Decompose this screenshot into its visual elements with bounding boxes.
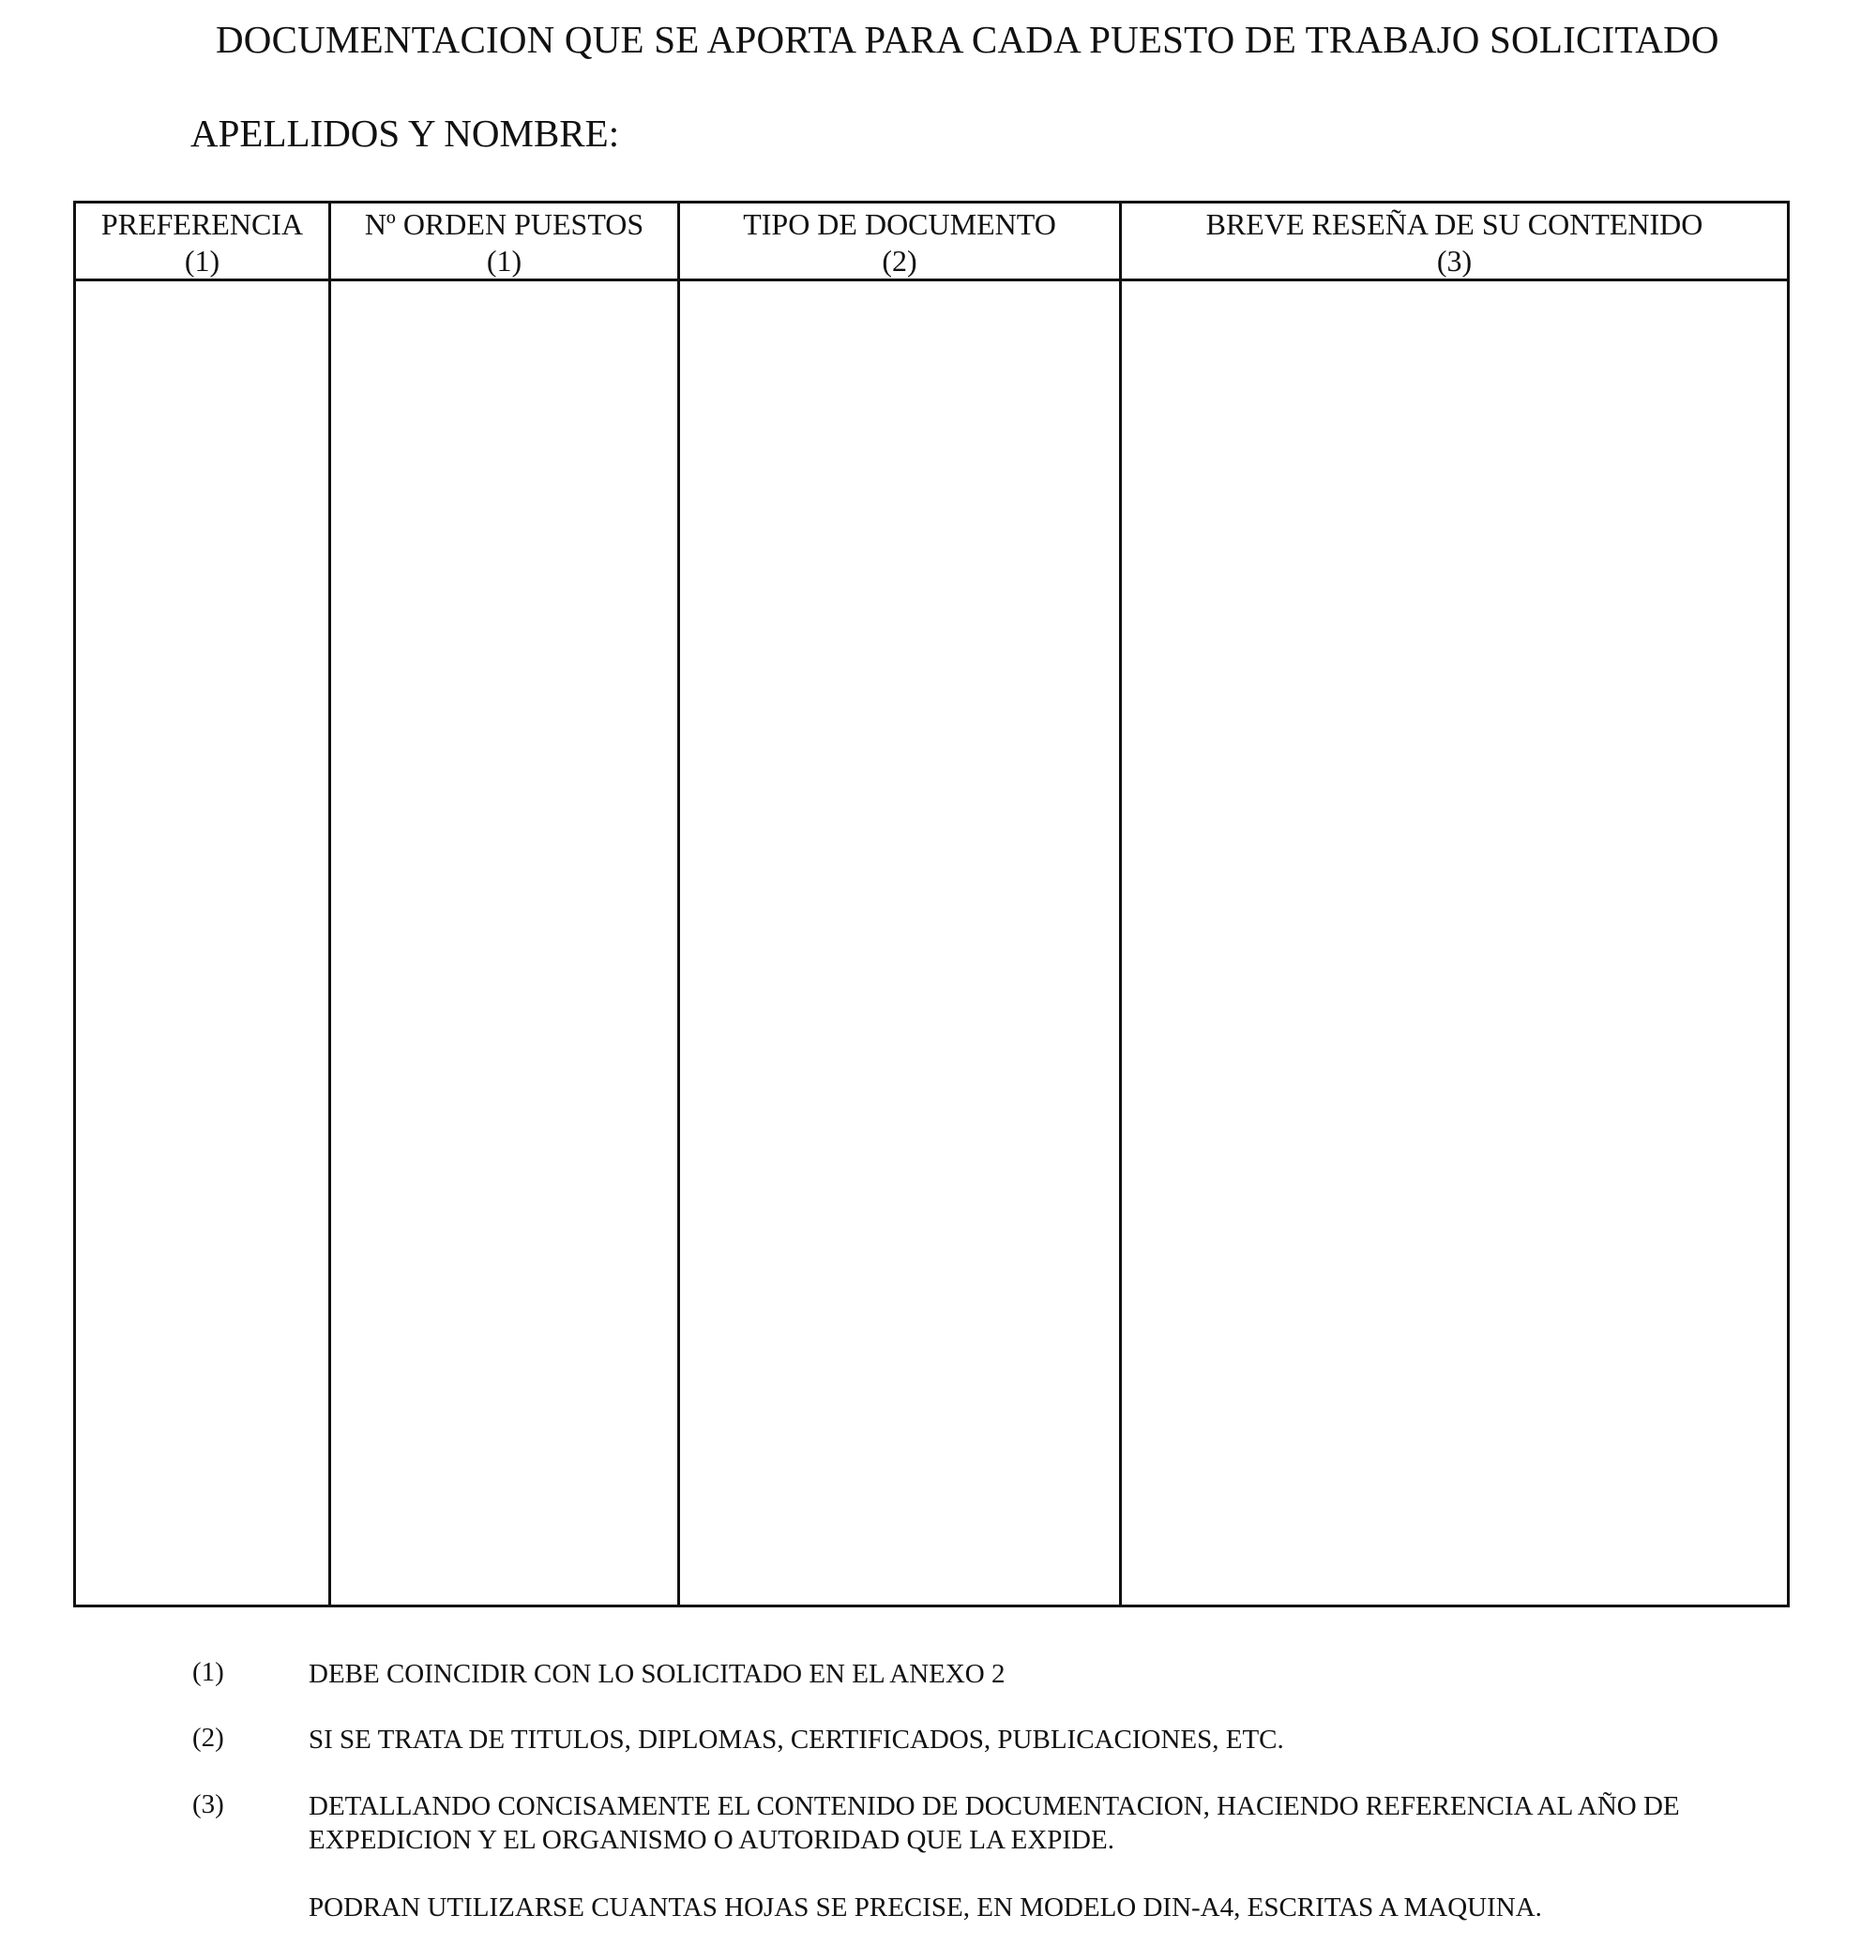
header-divider [76,279,1787,281]
column-header-preferencia [76,207,328,279]
footnote-number: (2) [192,1723,224,1753]
tipo-documento-entry-area[interactable] [680,282,1119,1605]
column-header-tipo-documento [680,207,1119,279]
documentation-table [73,201,1790,1607]
breve-resena-entry-area[interactable] [1122,282,1787,1605]
column-header-ref: (2) [882,244,917,278]
column-header-ref: (1) [184,244,220,278]
column-header-label: TIPO DE DOCUMENTO [743,207,1056,241]
column-header-ref: (3) [1436,244,1473,278]
orden-puestos-entry-area[interactable] [331,282,677,1605]
footnote-number: (3) [192,1789,224,1819]
name-label: APELLIDOS Y NOMBRE: [190,112,620,155]
footnote-text: DETALLANDO CONCISAMENTE EL CONTENIDO DE DOCUMENTACION, HACIENDO REFERENCIA AL AÑO DE EXPEDICION Y EL ORGANISMO O AUTORIDAD QUE LA EXPIDE. [309,1791,1680,1855]
final-note: PODRAN UTILIZARSE CUANTAS HOJAS SE PRECISE, EN MODELO DIN-A4, ESCRITAS A MAQUINA. [309,1892,1542,1922]
column-header-ref: (1) [486,244,522,278]
column-header-label: Nº ORDEN PUESTOS [364,207,644,241]
footnote-text: SI SE TRATA DE TITULOS, DIPLOMAS, CERTIFICADOS, PUBLICACIONES, ETC. [309,1725,1284,1755]
column-header-breve-resena [1122,207,1787,279]
column-header-orden-puestos [331,207,677,279]
footnote-text: DEBE COINCIDIR CON LO SOLICITADO EN EL ANEXO 2 [309,1659,1006,1689]
footnote-number: (1) [192,1657,224,1687]
column-header-label: PREFERENCIA [100,207,304,241]
column-header-label: BREVE RESEÑA DE SU CONTENIDO [1205,207,1703,241]
preferencia-entry-area[interactable] [76,282,328,1605]
document-title: DOCUMENTACION QUE SE APORTA PARA CADA PUESTO DE TRABAJO SOLICITADO [216,18,1719,61]
